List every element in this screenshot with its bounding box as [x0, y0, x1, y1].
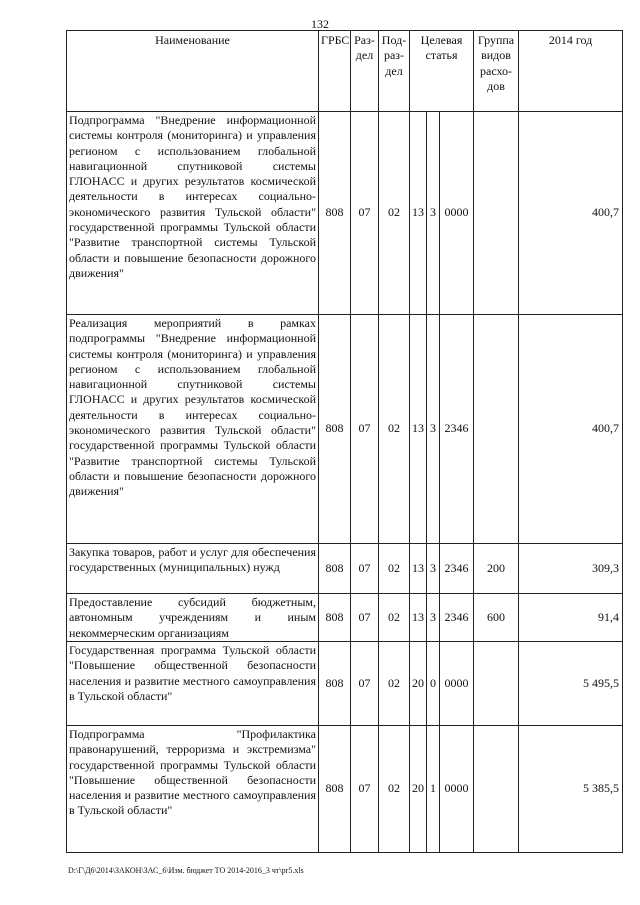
- row-grbs: 808: [319, 112, 351, 315]
- row-name: Реализация мероприятий в рамках подпрограммы "Внедрение информационной системы контроля (мониторинга) и управления регионом с использованием глобальной навигационной спутниковой системы ГЛОНАСС и других результатов космической деятельности в интересах социально-экономического развития Тульской области" государственной программы Тульской области "Развитие транспортной системы Тульской области и повышение безопасности дорожного движения": [67, 315, 319, 544]
- row-group: [474, 112, 519, 315]
- row-target-part3: 2346: [440, 315, 474, 544]
- header-razdel: Раз-дел: [351, 31, 379, 112]
- table-row: [67, 112, 623, 315]
- row-group: 200: [474, 544, 519, 594]
- row-podrazdel: 02: [379, 642, 410, 726]
- header-year: 2014 год: [519, 31, 623, 112]
- row-target-part3: 0000: [440, 726, 474, 853]
- row-name: Закупка товаров, работ и услуг для обеспечения государственных (муниципальных) нужд: [67, 544, 319, 594]
- row-grbs: 808: [319, 594, 351, 642]
- row-target-part3: 0000: [440, 642, 474, 726]
- header-podrazdel: Под-раз-дел: [379, 31, 410, 112]
- row-group: [474, 726, 519, 853]
- row-podrazdel: 02: [379, 112, 410, 315]
- row-target-part1: 13: [410, 544, 427, 594]
- row-target-part2: 1: [427, 726, 440, 853]
- row-group: [474, 642, 519, 726]
- page-number: 132: [311, 17, 329, 31]
- row-target-part1: 13: [410, 594, 427, 642]
- row-razdel: 07: [351, 594, 379, 642]
- row-grbs: 808: [319, 544, 351, 594]
- row-name: Государственная программа Тульской области "Повышение общественной безопасности населения и развитие местного самоуправления в Тульской области": [67, 642, 319, 726]
- row-razdel: 07: [351, 726, 379, 853]
- table-row: [67, 726, 623, 853]
- row-amount: 309,3: [519, 544, 623, 594]
- row-amount: 5 495,5: [519, 642, 623, 726]
- row-grbs: 808: [319, 642, 351, 726]
- row-target-part2: 3: [427, 112, 440, 315]
- row-name: Подпрограмма "Внедрение информационной системы контроля (мониторинга) и управления регионом с использованием глобальной навигационной спутниковой системы ГЛОНАСС и других результатов космической деятельности в интересах социально-экономического развития Тульской области" государственной программы Тульской области "Развитие транспортной системы Тульской области и повышение безопасности дорожного движения": [67, 112, 319, 315]
- row-podrazdel: 02: [379, 726, 410, 853]
- row-target-part2: 3: [427, 544, 440, 594]
- row-razdel: 07: [351, 642, 379, 726]
- table-row: [67, 594, 623, 642]
- row-group: [474, 315, 519, 544]
- row-razdel: 07: [351, 315, 379, 544]
- row-razdel: 07: [351, 112, 379, 315]
- row-name: Предоставление субсидий бюджетным, автономным учреждениям и иным некоммерческим организациям: [67, 594, 319, 642]
- header-grbs: ГРБС: [319, 31, 351, 112]
- table-row: [67, 544, 623, 594]
- row-target-part3: 2346: [440, 544, 474, 594]
- row-grbs: 808: [319, 726, 351, 853]
- row-target-part3: 0000: [440, 112, 474, 315]
- row-target-part3: 2346: [440, 594, 474, 642]
- file-path-footer: D:\Г\Д6\2014\ЗАКОН\ЗАС_6\Изм. бюджет ТО 2014-2016_3 чт\pr5.xls: [68, 866, 304, 875]
- row-target-part2: 3: [427, 315, 440, 544]
- row-amount: 91,4: [519, 594, 623, 642]
- row-target-part1: 13: [410, 315, 427, 544]
- row-name: Подпрограмма "Профилактика правонарушений, терроризма и экстремизма" государственной программы Тульской области "Повышение общественной безопасности населения и развитие местного самоуправления в Тульской области": [67, 726, 319, 853]
- row-podrazdel: 02: [379, 315, 410, 544]
- row-podrazdel: 02: [379, 594, 410, 642]
- budget-table: [66, 30, 623, 853]
- row-razdel: 07: [351, 544, 379, 594]
- row-grbs: 808: [319, 315, 351, 544]
- row-amount: 400,7: [519, 112, 623, 315]
- row-target-part1: 20: [410, 642, 427, 726]
- row-target-part1: 13: [410, 112, 427, 315]
- header-name: Наименование: [67, 31, 319, 112]
- table-row: [67, 315, 623, 544]
- row-amount: 5 385,5: [519, 726, 623, 853]
- header-row: [67, 31, 623, 112]
- row-target-part1: 20: [410, 726, 427, 853]
- row-target-part2: 3: [427, 594, 440, 642]
- header-target: Целевая статья: [410, 31, 474, 112]
- table-row: [67, 642, 623, 726]
- row-target-part2: 0: [427, 642, 440, 726]
- row-group: 600: [474, 594, 519, 642]
- row-amount: 400,7: [519, 315, 623, 544]
- header-group: Группа видов расхо-дов: [474, 31, 519, 112]
- row-podrazdel: 02: [379, 544, 410, 594]
